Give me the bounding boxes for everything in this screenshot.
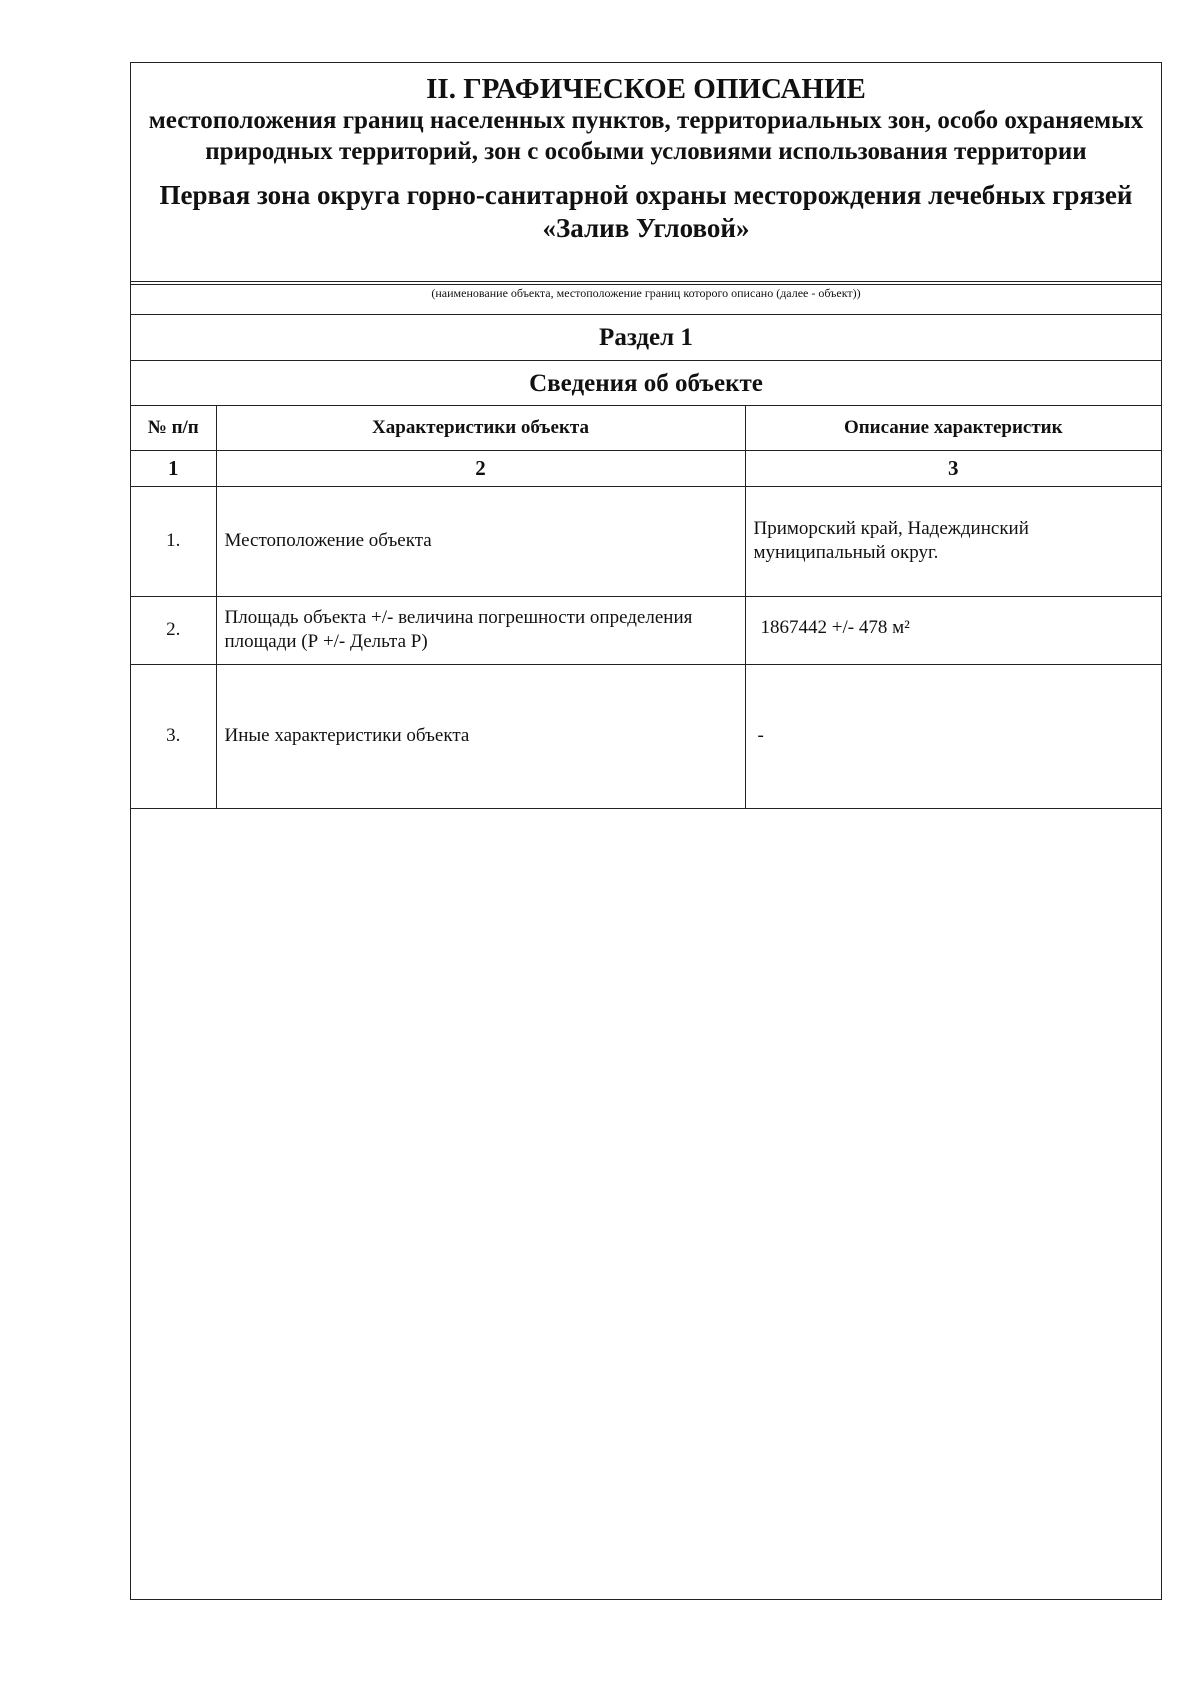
row-description: Приморский край, Надеждинский муниципальный округ. bbox=[745, 486, 1161, 596]
table-row bbox=[131, 664, 1161, 808]
row-characteristic: Местоположение объекта bbox=[216, 486, 745, 596]
document-frame bbox=[130, 62, 1162, 1600]
document-header bbox=[131, 63, 1161, 281]
row-characteristic: Площадь объекта +/- величина погрешности определения площади (Р +/- Дельта Р) bbox=[216, 596, 745, 664]
column-header-number: № п/п bbox=[131, 406, 216, 450]
document-title: II. ГРАФИЧЕСКОЕ ОПИСАНИЕ bbox=[426, 73, 866, 105]
row-characteristic: Иные характеристики объекта bbox=[216, 664, 745, 808]
row-index: 2. bbox=[131, 596, 216, 664]
document-subtitle: местоположения границ населенных пунктов, территориальных зон, особо охраняемых природных территорий, зон с особыми условиями использования территории bbox=[148, 107, 1144, 165]
table-row bbox=[131, 596, 1161, 664]
object-name-line1: Первая зона округа горно-санитарной охраны месторождения лечебных грязей bbox=[159, 180, 1133, 210]
row-index: 1. bbox=[131, 486, 216, 596]
table-header-row bbox=[131, 406, 1161, 450]
column-header-characteristic: Характеристики объекта bbox=[216, 406, 745, 450]
column-header-description: Описание характеристик bbox=[745, 406, 1161, 450]
object-caption: (наименование объекта, местоположение границ которого описано (далее - объект)) bbox=[131, 284, 1161, 300]
row-description: - bbox=[745, 664, 1161, 808]
row-description: 1867442 +/- 478 м² bbox=[745, 596, 1161, 664]
column-number-2: 2 bbox=[216, 450, 745, 486]
section-number: Раздел 1 bbox=[131, 315, 1161, 361]
column-numbers-row bbox=[131, 450, 1161, 486]
column-number-1: 1 bbox=[131, 450, 216, 486]
row-index: 3. bbox=[131, 664, 216, 808]
table-row bbox=[131, 486, 1161, 596]
section-title: Сведения об объекте bbox=[131, 361, 1161, 406]
object-caption-row bbox=[131, 281, 1161, 315]
object-info-table bbox=[131, 406, 1161, 809]
object-name bbox=[131, 179, 1161, 245]
object-name-line2: «Залив Угловой» bbox=[542, 213, 750, 243]
column-number-3: 3 bbox=[745, 450, 1161, 486]
